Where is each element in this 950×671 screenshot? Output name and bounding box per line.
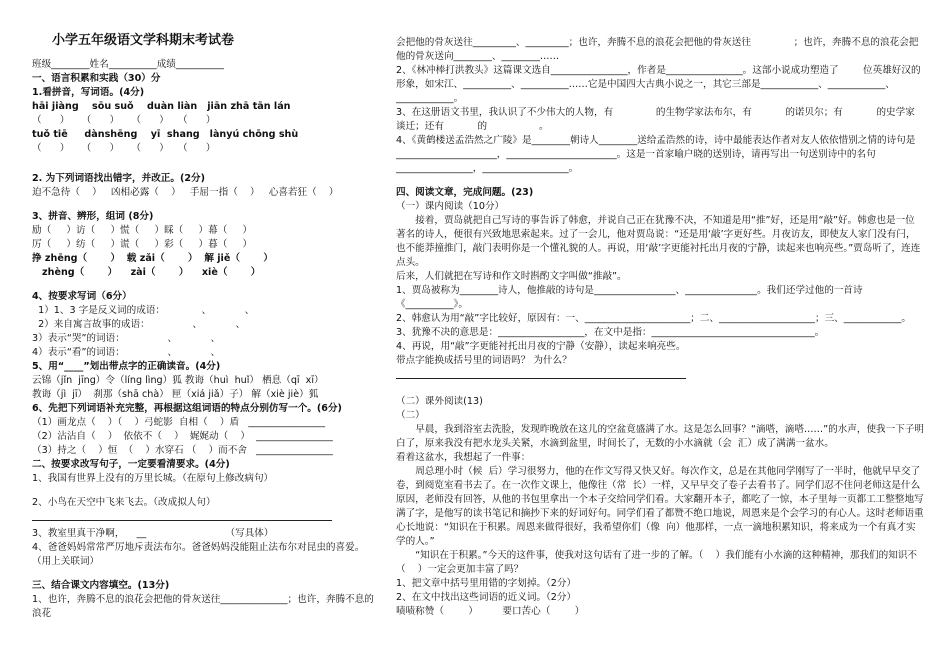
section-3-title: 三、结合课文内容填空。(13分)	[32, 580, 170, 591]
passage-2-question-2: 2、在文中找出这些词语的近义词。（2分）	[396, 592, 577, 603]
q6-item-3: （3）持之（ ）恒 （ ）水穿石 （ ）而不舍 ________________	[32, 445, 333, 456]
q1-answer-row-1: （ ） （ ） （ ） （ ）	[32, 115, 216, 126]
q1-pinyin-row-2: tuǒ tiē dànshēng yī shang lànyú chōng shù	[32, 129, 299, 140]
q4-item-1: 1）1、3 字是反义词的成语： 、 、	[32, 305, 255, 316]
passage-2-question-2-words: 啧啧称赞（ ） 要口苦心（ ）	[396, 606, 585, 617]
passage-2-paragraph-1: 早晨，我到浴室去洗脸，发现昨晚放在这儿的空盆竟盛满了水。这是怎么回事？“滴嗒，滴嗒……”的水声，使我一下子明白了，原来我没有把水龙头关紧，水滴到盆里，时间长了，无数的小水滴就（会 汇）成了满满一盆水。	[396, 424, 925, 449]
passage-1-paragraph-2: 后来，人们就把在写诗和作文时斟酌文字叫做“推敲”。	[396, 271, 627, 282]
q4-item-3: 3）表示“哭”的词语： 、 、	[32, 333, 221, 344]
section-2-title: 二、按要求改写句子，一定要看清要求。(4分)	[32, 459, 230, 470]
passage-2-paragraph-4: “知识在于积累。”今天的这件事，使我对这句话有了进一步的了解。（ ）我们能有小水滴的这种精神，那我们的知识不（ ）一定会更加丰富了吗？	[396, 550, 918, 575]
passage-1-question-4: 4、再说，用“敲”字更能衬托出月夜的宁静（安静），读起来响亮些。	[396, 341, 686, 352]
s3-item-1: 1、也许，奔腾不息的浪花会把他的骨灰送往______________；也许，奔腾不息的浪花	[32, 594, 374, 619]
header-info-line: 班级________姓名__________成绩__________	[32, 59, 224, 70]
q3-row-3: 挣 zhēng（ ） 载 zǎi（ ） 解 jiě（ ）	[32, 253, 273, 264]
answer-line	[32, 510, 332, 521]
q3-row-2: 厉（ ）纺（ ）谎（ ）彩（ ）暮（ ）	[32, 239, 253, 250]
q5-line-1: 云锦（jǐn jīng）令（líng lìng）狐 教诲（huì huǐ） 栖息（qī xī）	[32, 375, 324, 386]
right-column	[396, 0, 924, 619]
q3-title: 3、拼音、辨形，组词 (8分)	[32, 211, 154, 222]
q5-title: 5、用“____”划出带点字的正确读音。(4分)	[32, 361, 221, 372]
passage-1-question-3: 3、犹豫不决的意思是：__________________，在文中是指：__________________________________。	[396, 327, 825, 338]
q6-item-1: （1）画龙点（ ）（ ）弓蛇影 自相（ ）盾 ________________	[32, 417, 325, 428]
passage-2-paragraph-2: 看着这盆水，我想起了一件事：	[396, 452, 531, 463]
q1-pinyin-row-1: hāi jiàng sōu suǒ duàn liàn jiān zhā tān lán	[32, 101, 291, 112]
page-title: 小学五年级语文学科期末考试卷	[52, 33, 235, 48]
q1-answer-row-2: （ ） （ ） （ ） （ ）	[32, 143, 216, 154]
q4-item-2: 2）来自寓言故事的成语： 、 、	[32, 319, 246, 330]
s2-item-3: 3、教室里真干净啊， __ （写具体）	[32, 528, 274, 539]
q2-title: 2. 为下列词语找出错字，并改正。(2分)	[32, 173, 206, 184]
q4-item-4: 4）表示“看”的词语： 、 、	[32, 347, 221, 358]
s2-item-1: 1、我国有世界上没有的万里长城。（在原句上修改病句）	[32, 473, 274, 484]
q5-line-2: 教诲（jì jī） 刹那（shā chà） 匣（xiá jiǎ）子） 解（xiè jiè）狐	[32, 389, 319, 400]
q3-row-1: 励（ ）访（ ）慌（ ）睬（ ）幕（ ）	[32, 225, 253, 236]
q1-title: 1.看拼音，写词语。(4分)	[32, 87, 145, 98]
section-1-title: 一、语言积累和实践（30）分	[32, 73, 161, 84]
passage-1-question-4-prompt: 带点字能换成括号里的词语吗？ 为什么？	[396, 355, 572, 366]
s3-item-4: 4、《黄鹤楼送孟浩然之广陵》是________朝诗人________送给孟浩然的诗，诗中最能表达作者对友人依依惜别之情的诗句是_____________________，_______________________。这是一首家喻户晓的送别诗，请再写出一句送别诗中的名句________________，__________________。	[396, 135, 916, 174]
passage-2-title: （二）课外阅读(13)	[396, 396, 483, 407]
passage-1-paragraph-1: 接着，贾岛就把自己写诗的事告诉了韩愈，并说自己正在犹豫不决，不知道是用“推”好，还是用“敲”好。韩愈也是一位著名的诗人，便很有兴致地思索起来。过了一会儿，他对贾岛说：“还是用‘敲’字更好些。月夜访友，即使友人家门没有闩，也不能莽撞推门，敲门表明你是一个懂礼貌的人。再说，用‘敲’字更能衬托出月夜的宁静，读起来也响亮些。”贾岛听了，连连点头。	[396, 215, 921, 268]
s3-item-3: 3、在这册语文书里，我认识了不少伟大的人物，有 的生物学家法布尔，有 的诺贝尔；有 的史学家谈迁；还有 的 。	[396, 107, 915, 132]
s2-item-2: 2、小鸟在天空中飞来飞去。（改成拟人句）	[32, 497, 216, 508]
passage-1-title: （一）课内阅读（10分）	[396, 201, 505, 212]
s3-item-2: 2、《林冲棒打洪教头》这篇课文选自________________，作者是________________。这部小说成功塑造了 位英雄好汉的形象，如宋江、__________、__________……它是中国四大古典小说之一，其它三部是____________、____________、____________。	[396, 65, 921, 104]
q4-title: 4、按要求写词（6分）	[32, 291, 132, 302]
passage-2-question-1: 1、把文章中括号里用错的字划掉。（2分）	[396, 578, 577, 589]
passage-2-subtitle: （二）	[396, 410, 425, 421]
passage-2-paragraph-3: 周总理小时（候 后）学习很努力，他的在作文写得又快又好。每次作文，总是在其他同学刚写了一半时，他就早早交了卷，到阅览室看书去了。在一次作文课上，他像往（常 长）一样，又早早交了卷子去看书了。同学们忍不住问老师这是什么原因，老师没有回答，从他的书包里拿出一个本子交给同学们看。大家翻开本子，都吃了一惊，本子里每一页都工工整整地写满了字，是他写的读书笔记和摘抄下来的好词好句。同学们看了都赞不绝口地说，周恩来是个会学习的有心人。这时老师语重心长地说：“知识在于积累。周恩来做得很好，我希望你们（像 向）他那样，一点一滴地积累知识，将来成为一个有真才实学的人。”	[396, 466, 924, 547]
section-4-title: 四、阅读文章，完成问题。(23)	[396, 187, 534, 198]
left-column	[32, 0, 376, 621]
passage-1-question-2: 2、韩愈认为用“敲”字比较好，原因有：一、______________________；二、____________________；三、____________。	[396, 313, 911, 324]
passage-1-question-1: 1、贾岛被称为________诗人，他推敲的诗句是_________________、_______________。我们还学过他的一首诗《__________》。	[396, 285, 863, 310]
q6-title: 6、先把下列词语补充完整，再根据这组词语的特点分别仿写一个。(6分)	[32, 403, 342, 414]
s3-item-1-continued: 会把他的骨灰送往_________、_________；也许，奔腾不息的浪花会把他的骨灰送往 ；也许，奔腾不息的浪花会把他的骨灰送向________、________……	[396, 37, 919, 62]
answer-line	[396, 368, 686, 379]
q6-item-2: （2）沾沾自（ ） 依依不（ ） 娓娓动（ ） ________________	[32, 431, 333, 442]
q3-row-4: zhèng（ ） zài（ ） xiè（ ）	[32, 267, 261, 278]
s2-item-4: 4、爸爸妈妈常常严厉地斥责法布尔。爸爸妈妈没能阻止法布尔对昆虫的喜爱。（用上关联词）	[32, 542, 365, 567]
q2-words: 迫不急待（ ） 凶相必露（ ） 手屈一指（ ） 心喜若狂（ ）	[32, 187, 339, 198]
